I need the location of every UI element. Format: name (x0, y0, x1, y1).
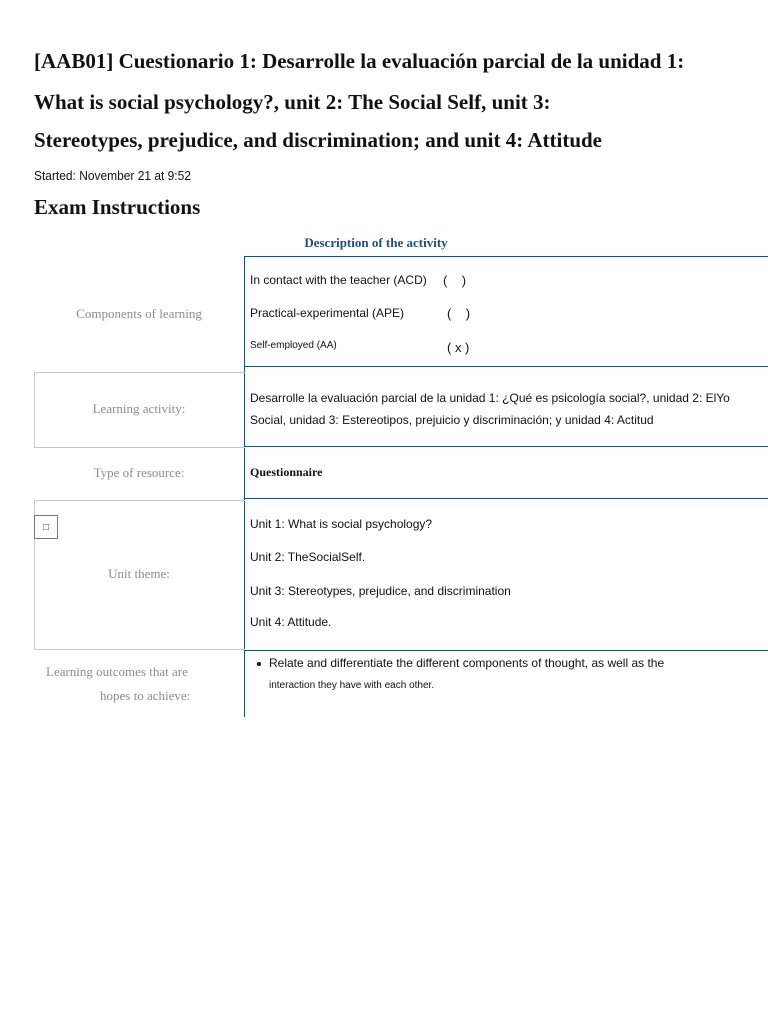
table-divider (244, 446, 768, 447)
outcomes-label-line-1: Learning outcomes that are (46, 664, 188, 679)
resource-value: Questionnaire (250, 465, 323, 479)
component-acd-mark: ( ) (443, 273, 467, 288)
learning-activity-line-2: Social, unidad 3: Estereotipos, prejuicio y discriminación; y unidad 4: Actitud (250, 413, 654, 427)
outcomes-label-line-2: hopes to achieve: (100, 688, 191, 703)
checkbox-glyph: □ (42, 521, 50, 533)
unit-3-text: Unit 3: Stereotypes, prejudice, and discrimination (250, 584, 511, 598)
outcome-line-1: Relate and differentiate the different components of thought, as well as the (269, 656, 665, 670)
table-divider (244, 366, 768, 367)
component-aa-text: Self-employed (AA) (250, 340, 337, 351)
component-acd-text: In contact with the teacher (ACD) (250, 273, 427, 287)
started-timestamp: Started: November 21 at 9:52 (34, 168, 191, 183)
unit-2-text: Unit 2: TheSocialSelf. (250, 550, 366, 564)
component-ape-mark: ( ) (447, 306, 471, 321)
page-title-line-3: Stereotypes, prejudice, and discrimination; and unit 4: Attitude (34, 128, 603, 152)
unit-4-text: Unit 4: Attitude. (250, 615, 332, 629)
unit-theme-label: Unit theme: (108, 566, 170, 581)
component-aa-mark: ( x ) (447, 340, 470, 355)
section-title: Exam Instructions (34, 195, 201, 219)
components-label: Components of learning (76, 306, 202, 321)
learning-activity-label: Learning activity: (92, 401, 186, 416)
component-ape-text: Practical-experimental (APE) (250, 306, 405, 320)
table-divider (244, 256, 768, 257)
column-header: Description of the activity (304, 235, 448, 250)
checkbox-icon[interactable] (34, 515, 58, 539)
outcome-bullet (257, 656, 664, 670)
page-title-line-1: [AAB01] Cuestionario 1: Desarrolle la evaluación parcial de la unidad 1: (34, 49, 685, 73)
table-divider (244, 498, 768, 499)
resource-label: Type of resource: (93, 465, 185, 480)
outcome-line-2: interaction they have with each other. (269, 680, 435, 691)
page-title-line-2: What is social psychology?, unit 2: The Social Self, unit 3: (34, 90, 551, 114)
bullet-icon (257, 662, 261, 666)
unit-1-text: Unit 1: What is social psychology? (250, 517, 433, 531)
learning-activity-line-1: Desarrolle la evaluación parcial de la unidad 1: ¿Qué es psicología social?, unidad 2: ElYo (250, 391, 730, 405)
table-divider (244, 650, 768, 651)
